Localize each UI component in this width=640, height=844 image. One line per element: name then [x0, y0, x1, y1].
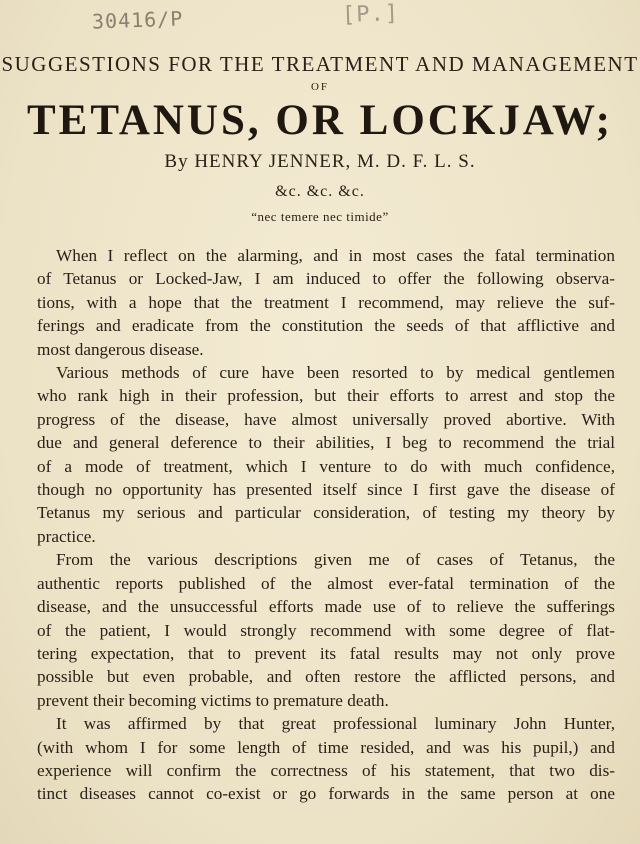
text-line: tinct diseases cannot co-exist or go forwards in the same person at one — [37, 784, 615, 804]
text-line: When I reflect on the alarming, and in most cases the fatal termination — [56, 246, 615, 265]
text-line: though no opportunity has presented itself since I first gave the disease of — [37, 480, 615, 500]
motto: “nec temere nec timide” — [251, 209, 389, 224]
text-line: ferings and eradicate from the constitution the seeds of that afflictive and — [37, 316, 615, 336]
text-line: who rank high in their profession, but their efforts to arrest and stop the — [37, 386, 615, 406]
text-line: possible but even probable, and often restore the afflicted persons, and — [37, 667, 615, 687]
body-text — [37, 244, 615, 806]
text-line: of the patient, I would strongly recommend with some degree of flat- — [37, 620, 615, 640]
text-line: prevent their becoming victims to premature death. — [37, 690, 389, 710]
text-line: tering expectation, that to prevent its fatal results may not only prove — [37, 643, 615, 663]
title-of: OF — [310, 81, 330, 93]
text-line: (with whom I for some length of time resided, and was his pupil,) and — [37, 737, 615, 757]
text-line: most dangerous disease. — [37, 339, 204, 359]
handwritten-catalog-number: 30416/P — [91, 6, 184, 34]
text-line: due and general deference to their abilities, I beg to recommend the trial — [37, 433, 615, 453]
text-line: disease, and the unsuccessful efforts made use of to relieve the sufferings — [37, 597, 615, 617]
title-line: SUGGESTIONS FOR THE TREATMENT AND MANAGEMENT — [1, 52, 639, 76]
text-line: of Tetanus or Locked-Jaw, I am induced to offer the following observa- — [37, 269, 615, 289]
text-line: progress of the disease, have almost universally proved abortive. With — [37, 409, 615, 429]
text-line: authentic reports published of the almost ever-fatal termination of the — [37, 573, 615, 593]
handwritten-bracket-mark: [P.] — [341, 1, 400, 28]
text-line: It was affirmed by that great professional luminary John Hunter, — [56, 714, 615, 734]
text-line: Various methods of cure have been resorted to by medical gentlemen — [56, 363, 615, 383]
text-line: of a mode of treatment, which I venture to do with much confidence, — [37, 456, 615, 476]
author-line: By HENRY JENNER, M. D. F. L. S. — [164, 151, 476, 172]
text-line: experience will confirm the correctness of his statement, that two dis- — [37, 760, 615, 780]
text-line: Tetanus my serious and particular consideration, of testing my theory by — [37, 503, 615, 523]
main-title: TETANUS, OR LOCKJAW; — [26, 97, 614, 144]
text-line: practice. — [37, 526, 96, 546]
etc-line: &c. &c. &c. — [275, 183, 365, 200]
text-line: From the various descriptions given me of cases of Tetanus, the — [56, 550, 615, 570]
text-line: tions, with a hope that the treatment I recommend, may relieve the suf- — [37, 292, 615, 312]
